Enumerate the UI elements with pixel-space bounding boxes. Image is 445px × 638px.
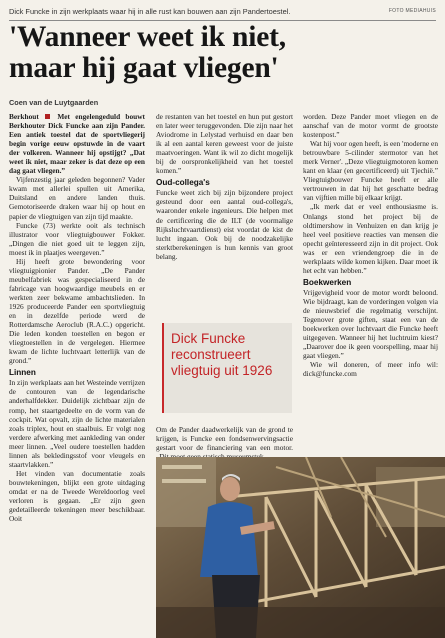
pull-quote [162, 323, 292, 413]
byline: Coen van de Luytgaarden [9, 98, 99, 107]
workshop-photo-illustration [156, 457, 445, 638]
column-2-continued [156, 425, 293, 461]
paragraph: Wat hij voor ogen heeft, is een 'moderne en betrouwbare 5-cilinder stermotor van het merk Verner'. „Deze vliegtuigmotoren komen kant en klaar (en gecertificeerd) uit Tjechië.” Vliegtuigbouwer Funcke heeft er alle vertrouwen in dat hij het geschatte bedrag van vijftien mille bij elkaar krijgt. [303, 139, 438, 203]
dateline: Berkhout [9, 112, 39, 121]
photo-credit: FOTO MEDIAHUIS [388, 8, 436, 14]
paragraph: „Ik merk dat er veel enthousiasme is. Onlangs stond het project bij de oldtimershow in Venhuizen en dan krijg je heel veel positieve reacties van mensen die opecht geïnteresseerd zijn in dit project. Ook was er een vriendengroep die in de werkplaats wilde komen kijken. Daar moet ik het echt van hebben.” [303, 202, 438, 275]
column-3 [303, 112, 438, 378]
paragraph: de restanten van het toestel en hun put gestort en later weer teruggevonden. Die zijn naar het Aviodrome in Lelystad verhuisd en daar ben ik al een aantal keren geweest voor de juiste maatvoeringen. Want ik wil zo dicht mogelijk bij de oorspronkelijkheid van het toestel komen.” [156, 112, 293, 176]
headline-line-1: 'Wanneer weet ik niet, [9, 21, 286, 53]
paragraph: In zijn werkplaats aan het Westeinde verrijzen de contouren van de legendarische anderhalfdekker. Duidelijk zichtbaar zijn de romp, het staartgedeelte en de vorm van de cockpit. Wat opvalt, zijn de lichte materialen zoals triplex, hout en staalbuis. Er volgt nog verdere afwerking met aankleding van onder meer linnen. „Veel oudere toestellen hadden linnen als bekledingsstof voor vleugels en staartvlakken.” [9, 378, 145, 469]
caption-bar [9, 6, 436, 21]
paragraph: Om de Pander daadwerkelijk van de grond te krijgen, is Funcke een fondsenwervingsactie gestart voor de financiering van een motor. [156, 425, 293, 453]
pull-quote-text: Dick Funcke reconstrueert vliegtuig uit 1926 [171, 331, 273, 378]
column-1 [9, 112, 145, 523]
photo-caption: Dick Funcke in zijn werkplaats waar hij in alle rust kan bouwen aan zijn Pandertoestel. [9, 7, 291, 16]
subheading-boekwerken: Boekwerken [303, 277, 352, 287]
workshop-photo [156, 457, 445, 638]
column-2 [156, 112, 293, 261]
subheading-linnen: Linnen [9, 368, 36, 378]
paragraph: Hij heeft grote bewondering voor vliegtuigpionier Pander. „De Pander meubelfabriek was gespecialiseerd in de fabricage van hoogwaardige meubels en er werkten zeer bekwame ambachtslieden. In 1926 produceerde Pander een sportvliegtuig en in dezelfde periode werd de Rotterdamsche Aeroclub (R.A.C.) opgericht. Die leden konden toestellen en begon er vliegtoestellen in de vergelegen. Hiermee kwam de lichte luchtvaart letterlijk van de grond.” [9, 256, 145, 366]
donate-text: Wie wil doneren, of meer info wil: [310, 360, 438, 370]
paragraph: Funcke (73) werkte ooit als technisch illustrator voor vliegtuigbouwer Fokker. „Dingen die niet goed uit te leggen zijn, moest ik in plaatjes weergeven.” [9, 220, 145, 257]
subheading-oud-collegas: Oud-collega's [156, 178, 210, 188]
contact-email: dick@funcke.com [303, 369, 357, 379]
headline [9, 22, 439, 84]
paragraph: Het vinden van documentatie zoals bouwtekeningen, blijkt een grote uitdaging omdat er na de Tweede Wereldoorlog veel verloren is gegaan. „Er zijn geen gedetailleerde tekeningen meer beschikbaar. Ooit [9, 468, 145, 524]
paragraph: worden. Deze Pander moet vliegen en de aanschaf van de motor vormt de grootste kostenpost.” [303, 112, 438, 140]
paragraph: Vrijgevigheid voor de motor wordt beloond. Wie bijdraagt, kan de vorderingen volgen via de nieuwsbrief die regelmatig verschijnt. Tegenover grote giften, staat een van de boekwerken over luchtvaart die Funcke heeft uitgegeven. Wanneer hij het luchtruim kiest? „Daarover doe ik geen voorspelling, maar hij gaat vliegen.” [303, 287, 438, 361]
intro-text: Met engelengeduld bouwt Berkhouter Dick Funcke aan zijn Pander. Een antiek toestel dat de sportvliegerij begin vorige eeuw opstuwde in de vaart der volkeren. Wanneer hij opstijgt? „Dat weet ik niet, maar zeker is dat deze op een dag gaat vliegen.” [9, 112, 146, 176]
paragraph: Funcke weet zich bij zijn bijzondere project gesteund door een aantal oud-collega's, waaronder enkele ingenieurs. Die helpen met de certificering die de ILT (de voormalige Rijksluchtvaartdienst) eist voordat de kist de lucht ingaan. Ook bij de noodzakelijke sterktberekeningen is hun kennis van groot belang. [156, 188, 293, 261]
paragraph [303, 360, 438, 378]
red-square-icon [45, 114, 50, 119]
headline-line-2: maar hij gaat vliegen' [9, 52, 279, 84]
paragraph: Vijfenzestig jaar geleden begonnen? Vader kwam met allerlei spullen uit Amerika, Duitsland en andere landen thuis. Gemotoriseerde draken waar hij op hout en papier de vliegtuigen van zijn tijd maakte. [9, 175, 145, 221]
intro-paragraph [9, 112, 145, 175]
